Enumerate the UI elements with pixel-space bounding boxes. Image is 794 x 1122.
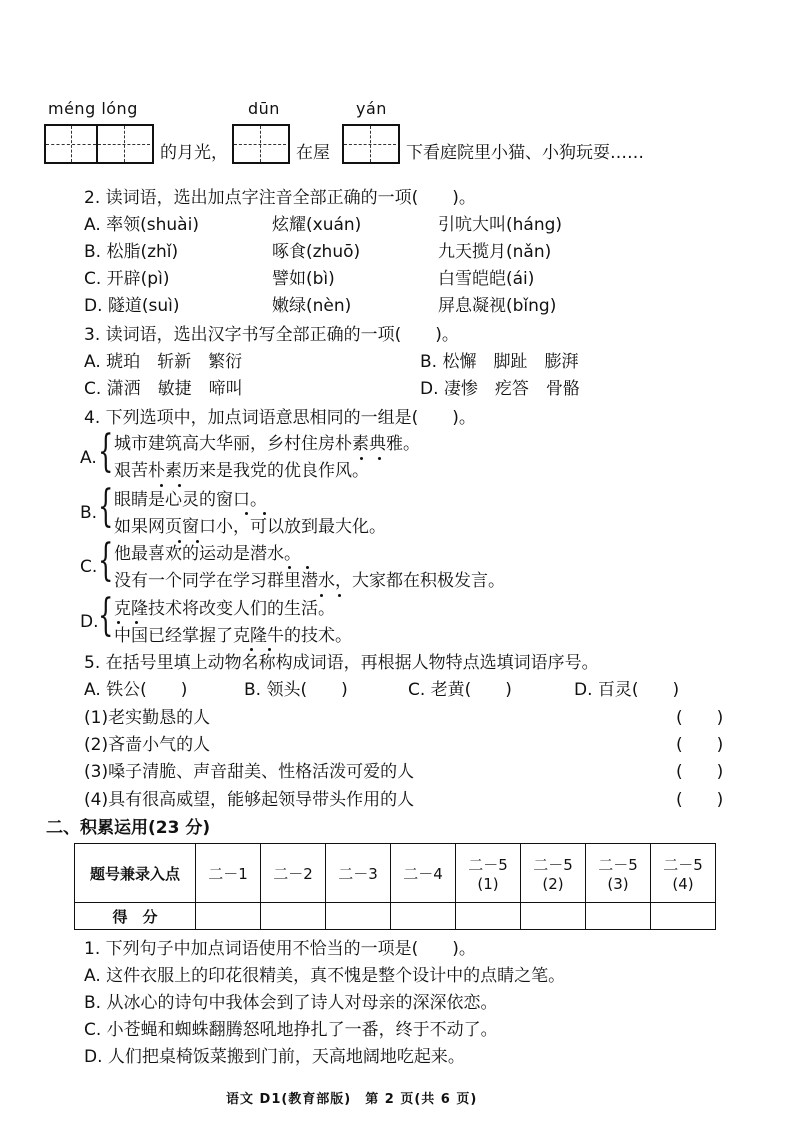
writing-cell[interactable]	[98, 126, 150, 162]
score-cell[interactable]	[521, 903, 586, 930]
q4-option-b-label: B.	[80, 503, 98, 523]
q1-text-1: 的月光，	[160, 143, 228, 163]
emphasis-dot	[178, 540, 181, 543]
emphasis-dot	[306, 566, 309, 569]
q5-item-2: (2)吝啬小气的人	[84, 735, 211, 755]
q4-d-line1: 克隆技术将改变人们的生活。	[114, 599, 335, 619]
score-col-6	[521, 844, 586, 903]
q2-d3: 屏息凝视(bǐng)	[438, 296, 557, 316]
q4-c-line1: 他最喜欢的运动是潜水。	[114, 544, 301, 564]
q2-c1: C. 开辟(pì)	[84, 269, 170, 289]
q4-option-c-label: C.	[80, 557, 98, 577]
emphasis-dot	[117, 621, 120, 624]
score-row-label: 得 分	[75, 903, 196, 930]
q5-choice-d: D. 百灵( )	[574, 680, 680, 700]
s2q1-option-a: A. 这件衣服上的印花很精美，真不愧是整个设计中的点睛之笔。	[84, 966, 566, 986]
emphasis-dot	[360, 457, 363, 460]
emphasis-dot	[135, 621, 138, 624]
brace-icon: {	[98, 426, 114, 477]
writing-box-dun[interactable]	[232, 124, 290, 164]
q2-a1: A. 率领(shuài)	[84, 215, 199, 235]
score-table-header-row	[75, 844, 716, 903]
section-2-title: 二、积累运用(23 分)	[46, 818, 211, 838]
writing-box-yan[interactable]	[342, 124, 400, 164]
score-col-8-top: 二－5	[663, 855, 703, 874]
q5-choice-b: B. 领头( )	[244, 680, 348, 700]
q4-a-line1: 城市建筑高大华丽，乡村住房朴素典雅。	[114, 434, 420, 454]
brace-icon: {	[98, 535, 114, 586]
writing-cell[interactable]	[46, 126, 98, 162]
q5-choice-c: C. 老黄( )	[408, 680, 512, 700]
score-col-6-top: 二－5	[533, 855, 573, 874]
score-table	[74, 843, 716, 930]
score-col-2: 二－2	[261, 844, 326, 903]
brace-icon: {	[98, 590, 114, 641]
s2q1-option-b: B. 从冰心的诗句中我体会到了诗人对母亲的深深依恋。	[84, 993, 498, 1013]
q1-text-2: 在屋	[296, 143, 330, 163]
pinyin-menglong: méng lóng	[48, 99, 138, 118]
score-col-8	[651, 844, 716, 903]
q4-option-a-label: A.	[80, 448, 97, 468]
q3-b: B. 松懈 脚趾 膨湃	[420, 352, 579, 372]
score-col-5	[456, 844, 521, 903]
score-cell[interactable]	[261, 903, 326, 930]
score-cell[interactable]	[196, 903, 261, 930]
score-cell[interactable]	[456, 903, 521, 930]
score-col-8-sub: (4)	[672, 874, 694, 893]
emphasis-dot	[196, 540, 199, 543]
score-col-7	[586, 844, 651, 903]
page-footer: 语文 D1(教育部版) 第 2 页(共 6 页)	[226, 1092, 478, 1107]
q3-stem: 3. 读词语，选出汉字书写全部正确的一项( )。	[84, 325, 459, 345]
s2q1-stem: 1. 下列句子中加点词语使用不恰当的一项是( )。	[84, 939, 476, 959]
q4-b-line2: 如果网页窗口小，可以放到最大化。	[114, 517, 386, 537]
pinyin-dun: dūn	[248, 99, 280, 118]
q2-stem: 2. 读词语，选出加点字注音全部正确的一项( )。	[84, 188, 476, 208]
q5-stem: 5. 在括号里填上动物名称构成词语，再根据人物特点选填词语序号。	[84, 653, 599, 673]
score-col-4: 二－4	[391, 844, 456, 903]
q1-text-3: 下看庭院里小猫、小狗玩耍……	[406, 143, 644, 163]
score-col-6-sub: (2)	[542, 874, 564, 893]
q4-option-d-label: D.	[80, 612, 99, 632]
brace-icon: {	[98, 481, 114, 532]
q2-d2: 嫩绿(nèn)	[272, 296, 352, 316]
q3-c: C. 潇洒 敏捷 啼叫	[84, 379, 243, 399]
writing-box-menglong[interactable]	[44, 124, 154, 164]
writing-cell[interactable]	[234, 126, 286, 162]
q2-d1: D. 隧道(suì)	[84, 296, 180, 316]
q5-answer-blank-1[interactable]: ( )	[676, 708, 724, 728]
emphasis-dot	[288, 566, 291, 569]
q2-a2: 炫耀(xuán)	[272, 215, 362, 235]
emphasis-dot	[263, 512, 266, 515]
score-cell[interactable]	[326, 903, 391, 930]
emphasis-dot	[338, 594, 341, 597]
score-table-header-label: 题号兼录入点	[75, 844, 196, 903]
writing-cell[interactable]	[344, 126, 396, 162]
q2-b2: 啄食(zhuō)	[272, 242, 361, 262]
q2-b1: B. 松脂(zhǐ)	[84, 242, 179, 262]
s2q1-option-c: C. 小苍蝇和蜘蛛翻腾怒吼地挣扎了一番，终于不动了。	[84, 1020, 498, 1040]
q4-d-line2: 中国已经掌握了克隆牛的技术。	[114, 626, 352, 646]
q3-a: A. 琥珀 斩新 繁衍	[84, 352, 243, 372]
emphasis-dot	[160, 484, 163, 487]
score-col-7-sub: (3)	[607, 874, 629, 893]
q5-answer-blank-3[interactable]: ( )	[676, 762, 724, 782]
q4-c-line2: 没有一个同学在学习群里潜水，大家都在积极发言。	[114, 571, 505, 591]
score-table-score-row	[75, 903, 716, 930]
emphasis-dot	[378, 457, 381, 460]
q5-item-3: (3)嗓子清脆、声音甜美、性格活泼可爱的人	[84, 762, 415, 782]
q2-c2: 譬如(bì)	[272, 269, 335, 289]
score-cell[interactable]	[391, 903, 456, 930]
score-cell[interactable]	[651, 903, 716, 930]
q4-stem: 4. 下列选项中，加点词语意思相同的一组是( )。	[84, 408, 476, 428]
q2-c3: 白雪皑皑(ái)	[438, 269, 535, 289]
q4-a-line2: 艰苦朴素历来是我党的优良作风。	[114, 461, 369, 481]
q5-item-1: (1)老实勤恳的人	[84, 708, 211, 728]
s2q1-option-d: D. 人们把桌椅饭菜搬到门前，天高地阔地吃起来。	[84, 1047, 465, 1067]
q5-item-4: (4)具有很高威望，能够起领导带头作用的人	[84, 790, 415, 810]
q2-b3: 九天揽月(nǎn)	[438, 242, 552, 262]
score-col-5-top: 二－5	[468, 855, 508, 874]
score-col-3: 二－3	[326, 844, 391, 903]
emphasis-dot	[178, 484, 181, 487]
emphasis-dot	[245, 512, 248, 515]
q2-a3: 引吭大叫(háng)	[438, 215, 563, 235]
score-col-1: 二－1	[196, 844, 261, 903]
q4-b-line1: 眼睛是心灵的窗口。	[114, 490, 267, 510]
q3-d: D. 凄惨 疙答 骨骼	[420, 379, 580, 399]
q5-answer-blank-4[interactable]: ( )	[676, 790, 724, 810]
q5-choice-a: A. 铁公( )	[84, 680, 188, 700]
score-col-5-sub: (1)	[477, 874, 499, 893]
score-col-7-top: 二－5	[598, 855, 638, 874]
q5-answer-blank-2[interactable]: ( )	[676, 735, 724, 755]
score-cell[interactable]	[586, 903, 651, 930]
emphasis-dot	[320, 594, 323, 597]
pinyin-yan: yán	[356, 99, 387, 118]
